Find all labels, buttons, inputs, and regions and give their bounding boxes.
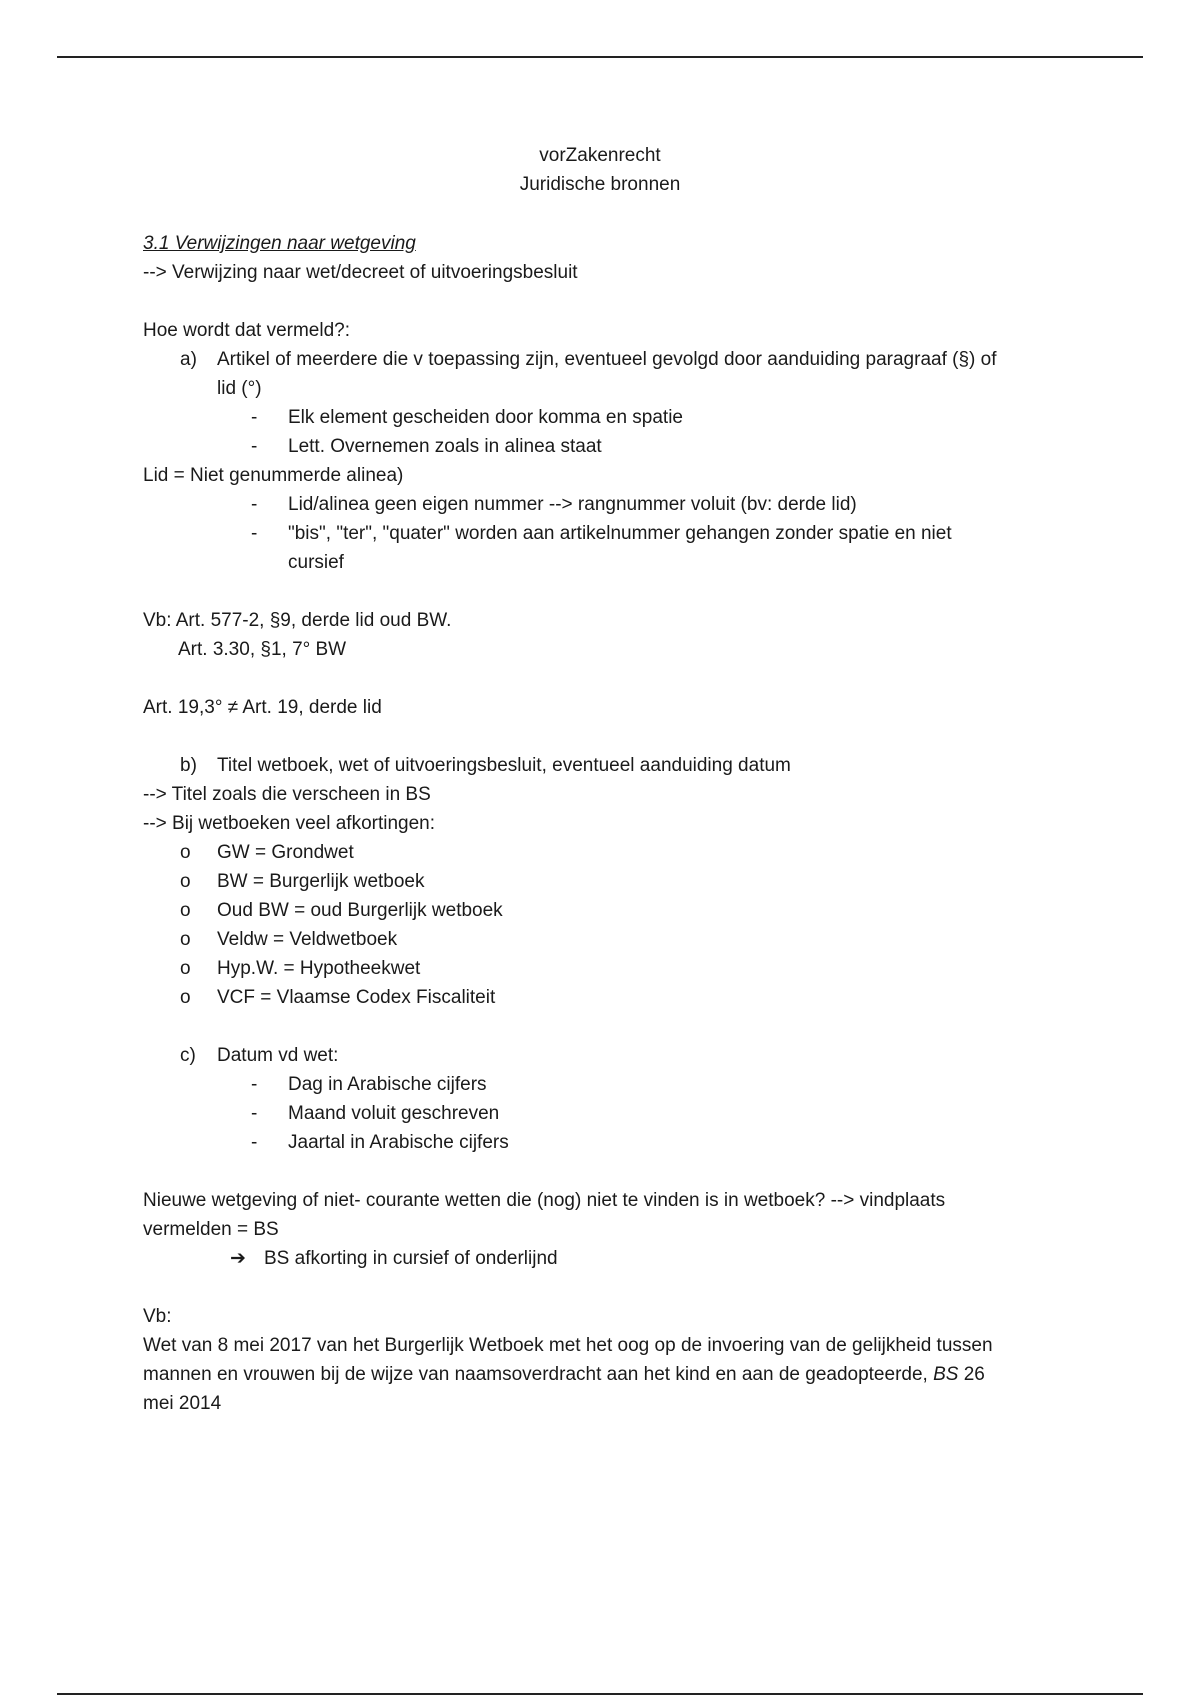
- page-title: vorZakenrecht: [539, 145, 661, 166]
- dash-bullet: -: [251, 1132, 258, 1153]
- item-a-line2: lid (°): [217, 378, 262, 399]
- lid-bullet-2-line2: cursief: [288, 552, 344, 573]
- dash-bullet: -: [251, 1074, 258, 1095]
- lid-definition: Lid = Niet genummerde alinea): [143, 465, 404, 486]
- item-c-marker: c): [180, 1045, 196, 1066]
- section-intro: --> Verwijzing naar wet/decreet of uitvoeringsbesluit: [143, 262, 578, 283]
- circle-bullet: o: [180, 929, 191, 950]
- circle-bullet: o: [180, 958, 191, 979]
- item-b-note-1: --> Titel zoals die verscheen in BS: [143, 784, 431, 805]
- dash-bullet: -: [251, 436, 258, 457]
- dash-bullet: -: [251, 494, 258, 515]
- abbreviation-item: BW = Burgerlijk wetboek: [217, 871, 425, 892]
- final-example-line2: mannen en vrouwen bij de wijze van naamsoverdracht aan het kind en aan de geadopteerde, BS 26: [143, 1364, 985, 1385]
- item-c-bullet-2: Maand voluit geschreven: [288, 1103, 500, 1124]
- dash-bullet: -: [251, 1103, 258, 1124]
- arrow-right-icon: ➔: [230, 1248, 246, 1269]
- lid-bullet-2-line1: "bis", "ter", "quater" worden aan artikelnummer gehangen zonder spatie en niet: [288, 523, 952, 544]
- circle-bullet: o: [180, 987, 191, 1008]
- example-1: Vb: Art. 577-2, §9, derde lid oud BW.: [143, 610, 452, 631]
- example-3: Art. 19,3° ≠ Art. 19, derde lid: [143, 697, 382, 718]
- page-subtitle: Juridische bronnen: [519, 174, 681, 195]
- bottom-rule: [57, 1693, 1143, 1695]
- final-example-line1: Wet van 8 mei 2017 van het Burgerlijk Wetboek met het oog op de invoering van de gelijkheid tussen: [143, 1335, 993, 1356]
- top-rule: [57, 56, 1143, 58]
- dash-bullet: -: [251, 523, 258, 544]
- item-c-bullet-1: Dag in Arabische cijfers: [288, 1074, 487, 1095]
- item-a-marker: a): [180, 349, 197, 370]
- item-a-bullet-1: Elk element gescheiden door komma en spatie: [288, 407, 684, 428]
- lid-bullet-1: Lid/alinea geen eigen nummer --> rangnummer voluit (bv: derde lid): [288, 494, 857, 515]
- item-b-marker: b): [180, 755, 197, 776]
- final-example-line3: mei 2014: [143, 1393, 222, 1414]
- item-c-bullet-3: Jaartal in Arabische cijfers: [288, 1132, 509, 1153]
- item-b-note-2: --> Bij wetboeken veel afkortingen:: [143, 813, 436, 834]
- item-a-line1: a) Artikel of meerdere die v toepassing zijn, eventueel gevolgd door aanduiding paragraaf (§) of: [180, 349, 997, 370]
- abbreviation-item: Hyp.W. = Hypotheekwet: [217, 958, 421, 979]
- item-a-bullet-2: Lett. Overnemen zoals in alinea staat: [288, 436, 602, 457]
- circle-bullet: o: [180, 900, 191, 921]
- new-law-line1: Nieuwe wetgeving of niet- courante wetten die (nog) niet te vinden is in wetboek? --> vindplaats: [143, 1190, 946, 1211]
- circle-bullet: o: [180, 871, 191, 892]
- new-law-arrow-text: BS afkorting in cursief of onderlijnd: [264, 1248, 558, 1269]
- final-example-label: Vb:: [143, 1306, 172, 1327]
- dash-bullet: -: [251, 407, 258, 428]
- abbreviation-item: Veldw = Veldwetboek: [217, 929, 398, 950]
- abbreviation-item: GW = Grondwet: [217, 842, 354, 863]
- new-law-line2: vermelden = BS: [143, 1219, 279, 1240]
- bs-abbreviation: BS: [933, 1364, 959, 1385]
- section-heading: 3.1 Verwijzingen naar wetgeving: [143, 233, 416, 254]
- item-b: b) Titel wetboek, wet of uitvoeringsbesluit, eventueel aanduiding datum: [180, 755, 791, 776]
- example-2: Art. 3.30, §1, 7° BW: [178, 639, 347, 660]
- item-c: c) Datum vd wet:: [180, 1045, 339, 1066]
- abbreviation-item: VCF = Vlaamse Codex Fiscaliteit: [217, 987, 496, 1008]
- abbreviation-item: Oud BW = oud Burgerlijk wetboek: [217, 900, 503, 921]
- question-text: Hoe wordt dat vermeld?:: [143, 320, 350, 341]
- circle-bullet: o: [180, 842, 191, 863]
